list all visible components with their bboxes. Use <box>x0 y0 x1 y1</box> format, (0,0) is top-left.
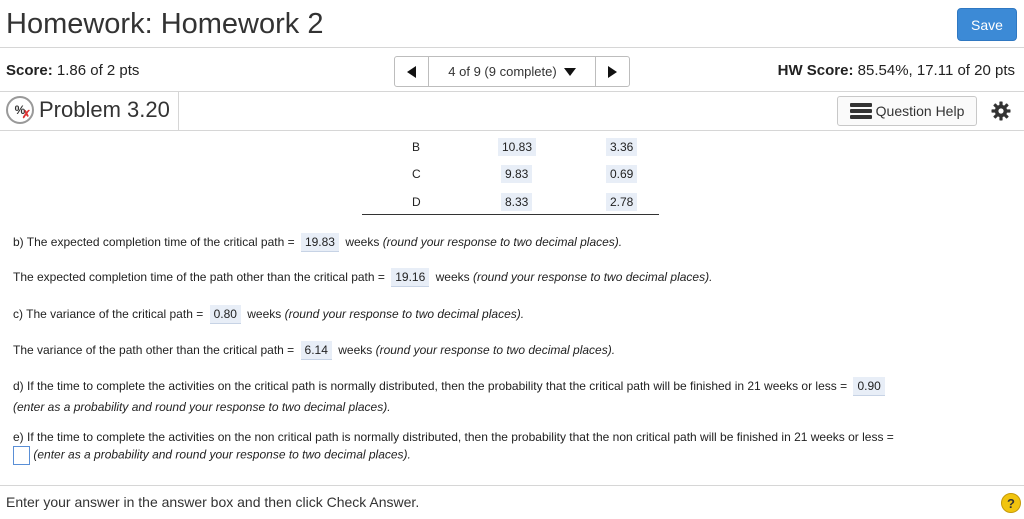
answer-value: 19.83 <box>301 233 339 252</box>
question-b-critical-time <box>13 235 622 249</box>
save-button[interactable]: Save <box>957 8 1017 41</box>
question-text: b) The expected completion time of the critical path = <box>13 235 295 249</box>
arrow-left-icon <box>407 66 416 78</box>
score-value: 1.86 of 2 pts <box>56 62 140 79</box>
mean-cell: 10.83 <box>498 138 536 156</box>
mean-cell: 8.33 <box>501 193 532 211</box>
previous-question-button[interactable] <box>395 57 429 86</box>
answer-value: 0.90 <box>853 377 884 396</box>
question-text: e) If the time to complete the activities on the non critical path is normally distributed, then the probability that the non critical path will be finished in 21 weeks or less = <box>13 430 894 444</box>
question-text: c) The variance of the critical path = <box>13 307 204 321</box>
problem-divider <box>178 92 179 130</box>
question-b-other-time <box>13 270 712 284</box>
table-bottom-rule <box>362 214 659 215</box>
variance-cell: 0.69 <box>606 165 637 183</box>
help-icon[interactable]: ? <box>1001 493 1021 513</box>
footer-divider <box>0 485 1024 486</box>
question-help-button[interactable] <box>837 96 977 126</box>
footer-instruction: Enter your answer in the answer box and then click Check Answer. <box>6 494 420 510</box>
activity-cell: C <box>412 167 421 181</box>
hint-text: (enter as a probability and round your response to two decimal places). <box>33 447 411 462</box>
question-d-hint <box>13 400 391 414</box>
question-help-label: Question Help <box>875 103 965 119</box>
caret-down-icon <box>564 68 576 76</box>
activity-cell: B <box>412 140 421 154</box>
hint-text: (round your response to two decimal places). <box>472 270 713 284</box>
page-title: Homework: Homework 2 <box>6 8 324 40</box>
unit-text: weeks <box>345 235 380 249</box>
activity-cell: D <box>412 195 421 209</box>
hw-score <box>778 62 1015 79</box>
unit-text: weeks <box>247 307 282 321</box>
mean-cell: 9.83 <box>501 165 532 183</box>
question-position-dropdown[interactable] <box>429 57 595 86</box>
list-icon <box>850 103 872 119</box>
problem-divider-line <box>0 130 1024 131</box>
gear-icon[interactable] <box>991 101 1011 121</box>
question-c-critical-variance <box>13 307 524 321</box>
question-text: d) If the time to complete the activities on the critical path is normally distributed, then the probability that the critical path will be finished in 21 weeks or less = <box>13 379 848 393</box>
partial-credit-icon: % ✗ <box>6 96 34 124</box>
question-navigator <box>394 56 630 87</box>
question-e-answer-row <box>13 446 411 465</box>
problem-title: Problem 3.20 <box>39 97 170 122</box>
question-c-other-variance <box>13 343 615 357</box>
unit-text: weeks <box>435 270 470 284</box>
answer-value: 0.80 <box>210 305 241 324</box>
answer-value: 19.16 <box>391 268 429 287</box>
next-question-button[interactable] <box>595 57 629 86</box>
header-divider <box>0 47 1024 48</box>
score-divider <box>0 91 1024 92</box>
hint-text: (enter as a probability and round your response to two decimal places). <box>13 400 391 414</box>
answer-input[interactable] <box>13 446 30 465</box>
variance-cell: 2.78 <box>606 193 637 211</box>
hw-score-value: 85.54%, 17.11 of 20 pts <box>857 62 1015 79</box>
unit-text: weeks <box>338 343 373 357</box>
score <box>6 62 139 79</box>
hw-score-label: HW Score: <box>777 62 854 79</box>
question-position: 4 of 9 (9 complete) <box>448 64 557 79</box>
hint-text: (round your response to two decimal places). <box>375 343 616 357</box>
question-text: The expected completion time of the path other than the critical path = <box>13 270 385 284</box>
hint-text: (round your response to two decimal places). <box>382 235 623 249</box>
arrow-right-icon <box>608 66 617 78</box>
question-d-probability <box>13 379 888 393</box>
question-e-probability <box>13 430 894 444</box>
score-label: Score: <box>6 62 53 79</box>
hint-text: (round your response to two decimal places). <box>284 307 525 321</box>
question-text: The variance of the path other than the critical path = <box>13 343 295 357</box>
answer-value: 6.14 <box>301 341 332 360</box>
variance-cell: 3.36 <box>606 138 637 156</box>
